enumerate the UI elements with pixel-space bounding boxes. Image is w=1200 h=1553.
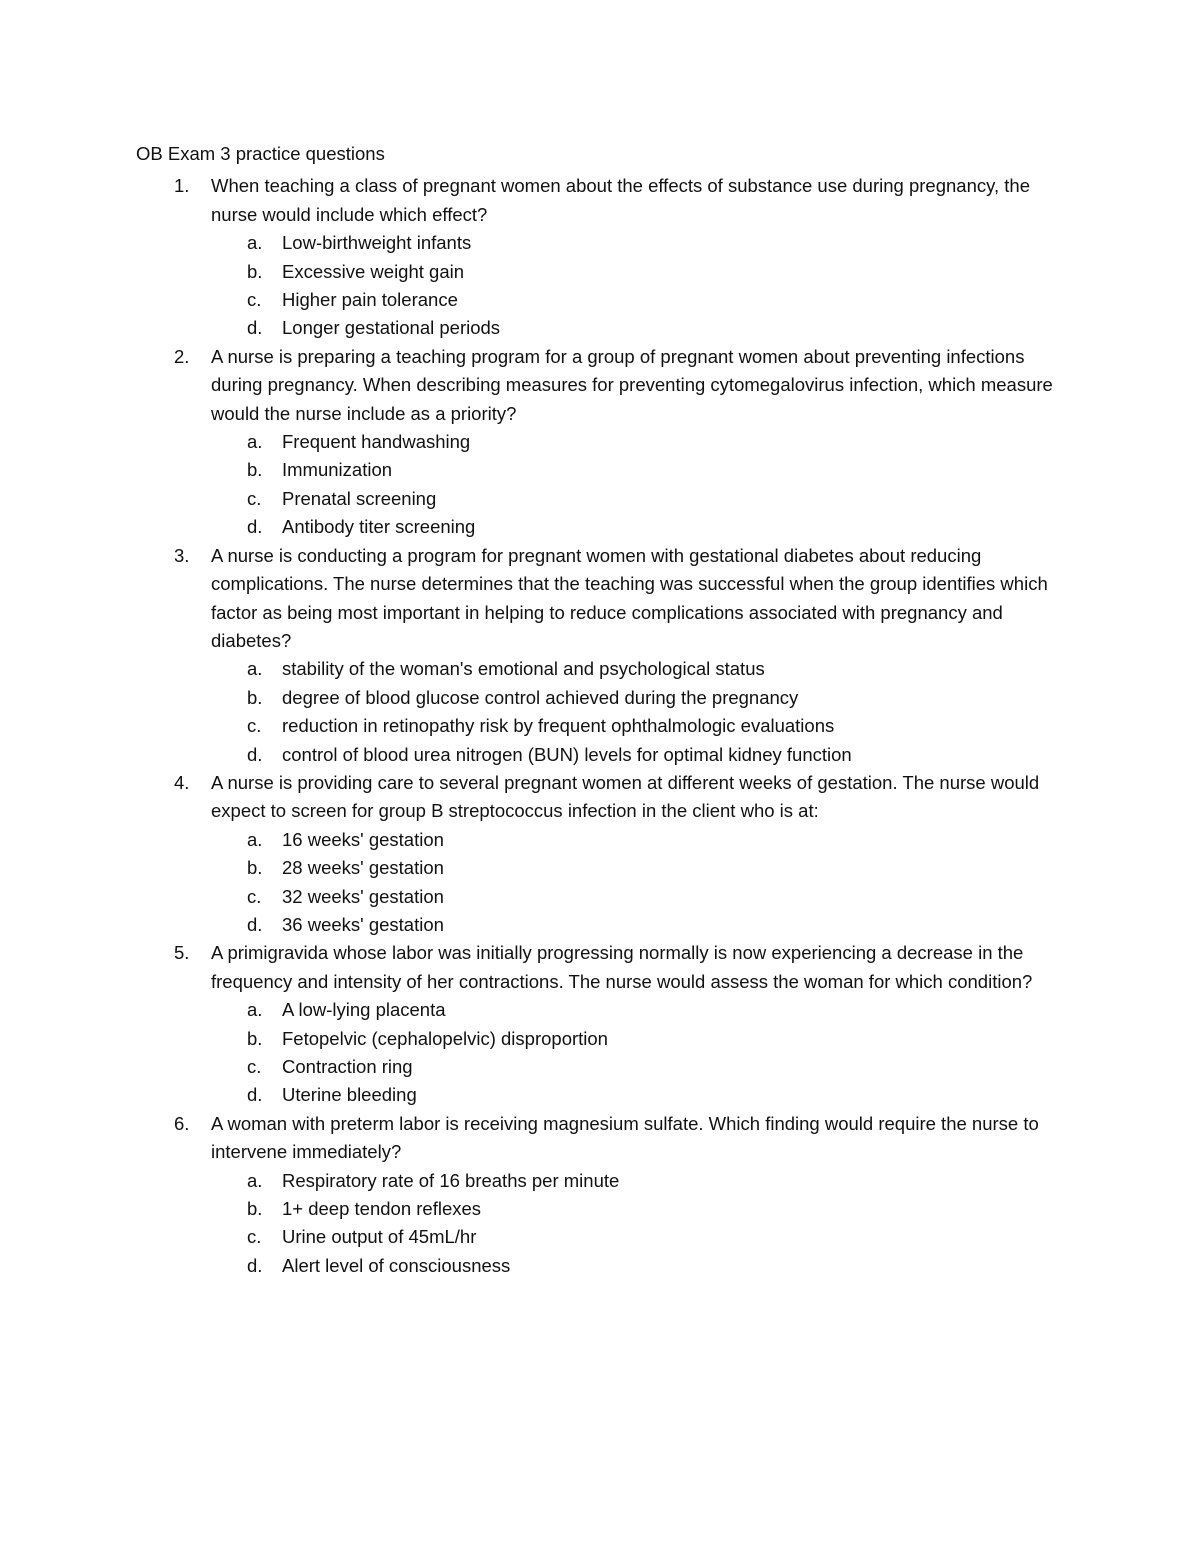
option-letter: b. <box>247 686 263 708</box>
option-list <box>211 655 1066 769</box>
option-letter: b. <box>247 260 263 282</box>
answer-option <box>211 712 1066 740</box>
option-letter: b. <box>247 1198 263 1220</box>
answer-option <box>211 229 1066 257</box>
option-letter: c. <box>247 289 262 311</box>
option-list <box>211 826 1066 940</box>
question-item-6 <box>136 1110 1066 1280</box>
option-text: Antibody titer screening <box>282 516 476 538</box>
option-text: Excessive weight gain <box>282 260 465 282</box>
option-letter: a. <box>247 232 263 254</box>
option-letter: c. <box>247 487 262 509</box>
option-list <box>211 1167 1066 1281</box>
question-number: 5. <box>174 942 190 964</box>
option-text: stability of the woman's emotional and psychological status <box>282 658 765 680</box>
answer-option <box>211 655 1066 683</box>
option-text: Low-birthweight infants <box>282 232 472 254</box>
option-text: Longer gestational periods <box>282 317 501 339</box>
option-text: Immunization <box>282 459 393 481</box>
option-letter: b. <box>247 459 263 481</box>
question-number: 4. <box>174 771 190 793</box>
option-text: A low-lying placenta <box>282 999 446 1021</box>
document-body <box>136 140 1066 1280</box>
answer-option <box>211 314 1066 342</box>
option-letter: c. <box>247 1056 262 1077</box>
question-item-1 <box>136 172 1066 342</box>
option-text: control of blood urea nitrogen (BUN) levels for optimal kidney function <box>282 743 852 765</box>
option-text: 36 weeks' gestation <box>282 913 444 935</box>
answer-option <box>211 286 1066 314</box>
option-list <box>211 996 1066 1110</box>
answer-option <box>211 1025 1066 1053</box>
option-letter: a. <box>247 828 263 850</box>
answer-option <box>211 741 1066 769</box>
option-text: Alert level of consciousness <box>282 1254 511 1276</box>
question-item-3 <box>136 542 1066 769</box>
option-letter: a. <box>247 1169 263 1191</box>
question-item-4 <box>136 769 1066 939</box>
option-text: 28 weeks' gestation <box>282 857 444 879</box>
answer-option <box>211 854 1066 882</box>
option-text: degree of blood glucose control achieved during the pregnancy <box>282 686 799 708</box>
question-list <box>136 172 1066 1280</box>
answer-option <box>211 456 1066 484</box>
option-text: Higher pain tolerance <box>282 289 458 311</box>
option-letter: d. <box>247 743 263 765</box>
option-letter: b. <box>247 1027 263 1049</box>
answer-option <box>211 996 1066 1024</box>
option-letter: d. <box>247 317 263 339</box>
option-text: 1+ deep tendon reflexes <box>282 1198 482 1220</box>
option-text: Uterine bleeding <box>282 1084 417 1106</box>
question-number: 6. <box>174 1112 190 1134</box>
answer-option <box>211 513 1066 541</box>
question-text: A woman with preterm labor is receiving magnesium sulfate. Which finding would require the nurse to intervene immediately? <box>211 1112 1039 1163</box>
option-letter: c. <box>247 1226 262 1248</box>
question-item-5 <box>136 939 1066 1109</box>
option-list <box>211 229 1066 343</box>
answer-option <box>211 1167 1066 1195</box>
option-text: 16 weeks' gestation <box>282 828 444 850</box>
option-text: Fetopelvic (cephalopelvic) disproportion <box>282 1027 608 1049</box>
option-letter: d. <box>247 913 263 935</box>
option-text: reduction in retinopathy risk by frequent ophthalmologic evaluations <box>282 715 835 737</box>
question-number: 2. <box>174 345 190 367</box>
answer-option <box>211 883 1066 911</box>
option-letter: a. <box>247 999 263 1021</box>
question-text: When teaching a class of pregnant women about the effects of substance use during pregnancy, the nurse would include which effect? <box>211 175 1030 225</box>
question-text: A nurse is conducting a program for pregnant women with gestational diabetes about reducing complications. The nurse determines that the teaching was successful when the group identifies which factor as being most important in helping to reduce complications associated with pregnancy and diabetes? <box>211 544 1048 651</box>
option-letter: a. <box>247 431 263 453</box>
answer-option <box>211 1223 1066 1251</box>
question-number: 3. <box>174 544 190 566</box>
option-text: Respiratory rate of 16 breaths per minute <box>282 1169 620 1191</box>
option-text: 32 weeks' gestation <box>282 885 444 907</box>
option-letter: a. <box>247 658 263 680</box>
question-item-2 <box>136 343 1066 542</box>
option-text: Frequent handwashing <box>282 431 471 453</box>
answer-option <box>211 1053 1066 1081</box>
option-letter: c. <box>247 715 262 737</box>
answer-option <box>211 684 1066 712</box>
question-number: 1. <box>174 175 190 197</box>
answer-option <box>211 1195 1066 1223</box>
question-text: A nurse is providing care to several pregnant women at different weeks of gestation. The nurse would expect to screen for group B streptococcus infection in the client who is at: <box>211 771 1040 822</box>
answer-option <box>211 258 1066 286</box>
answer-option <box>211 1252 1066 1280</box>
option-text: Prenatal screening <box>282 487 437 509</box>
option-letter: d. <box>247 1254 263 1276</box>
answer-option <box>211 911 1066 939</box>
document-title: OB Exam 3 practice questions <box>136 143 385 164</box>
option-list <box>211 428 1066 542</box>
option-letter: b. <box>247 857 263 879</box>
answer-option <box>211 1081 1066 1109</box>
question-text: A nurse is preparing a teaching program for a group of pregnant women about preventing infections during pregnancy. When describing measures for preventing cytomegalovirus infection, which measure would the nurse include as a priority? <box>211 345 1053 424</box>
option-letter: d. <box>247 516 263 538</box>
answer-option <box>211 826 1066 854</box>
option-text: Urine output of 45mL/hr <box>282 1226 477 1248</box>
option-text: Contraction ring <box>282 1056 413 1077</box>
answer-option <box>211 428 1066 456</box>
option-letter: d. <box>247 1084 263 1106</box>
answer-option <box>211 485 1066 513</box>
question-text: A primigravida whose labor was initially progressing normally is now experiencing a decrease in the frequency and intensity of her contractions. The nurse would assess the woman for which condition? <box>211 942 1033 992</box>
option-letter: c. <box>247 885 262 907</box>
